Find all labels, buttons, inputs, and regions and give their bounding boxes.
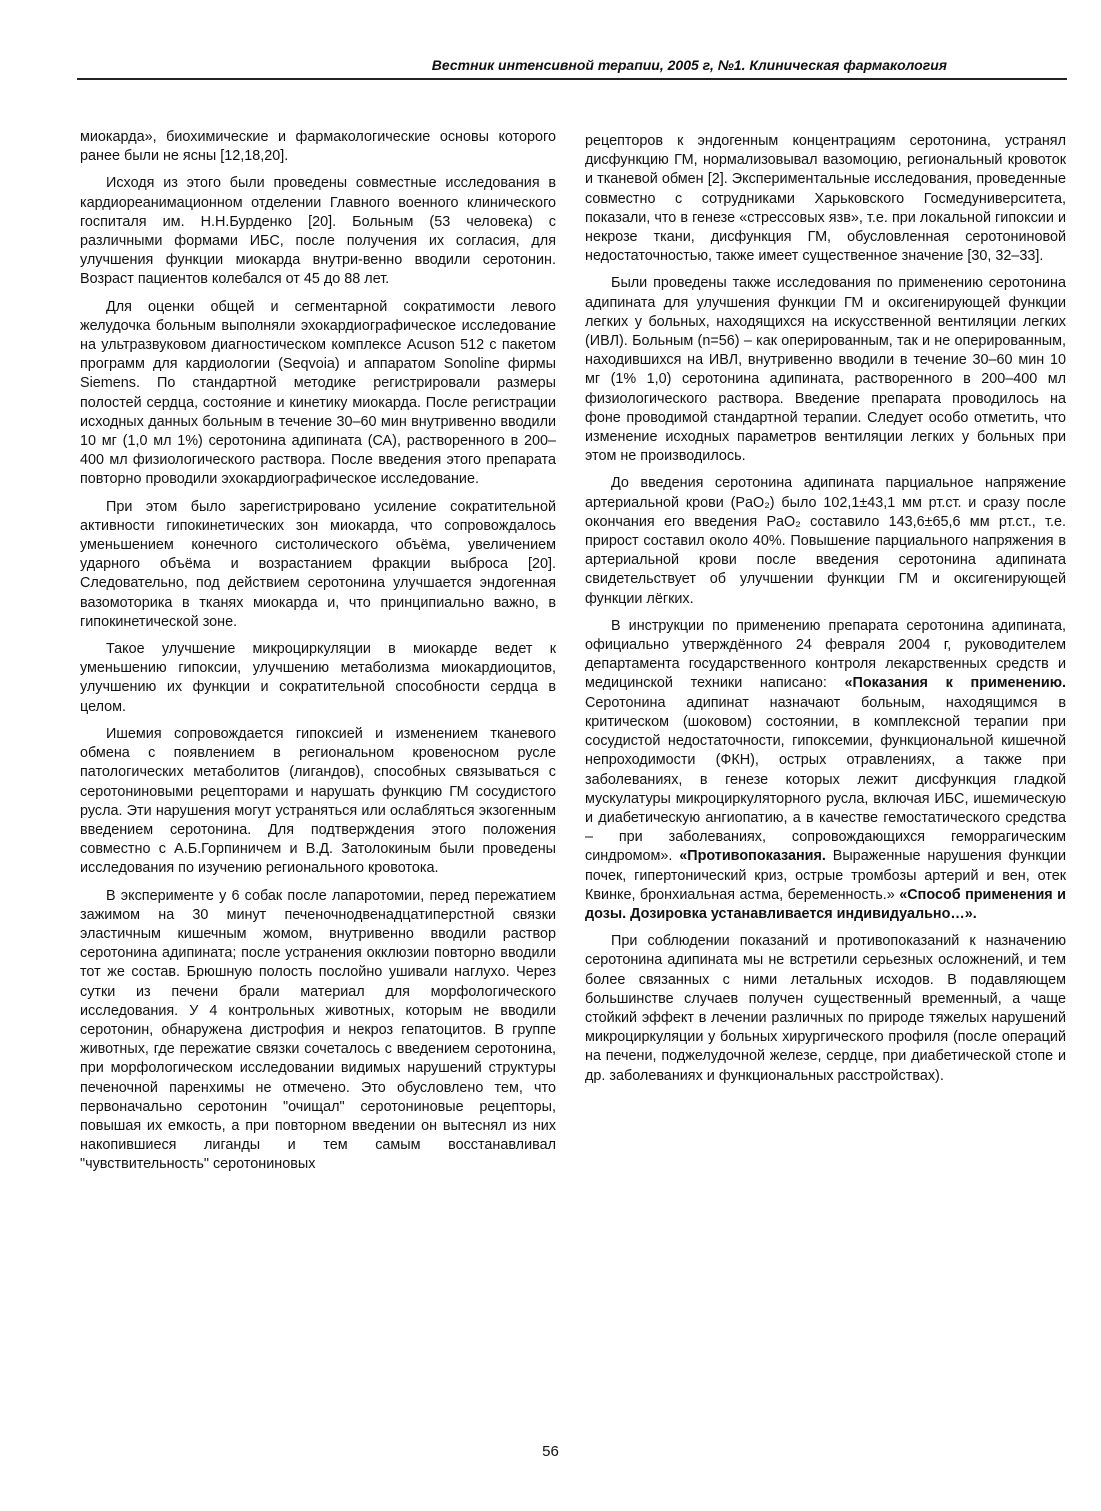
paragraph: рецепторов к эндогенным концентрациям серотонина, устранял дисфункцию ГМ, нормализовывал вазомоцию, региональный кровоток и тканевой обмен [2]. Экспериментальные исследования, проведенные совместно с сотрудниками Харьковского Госмедуниверситета, показали, что в генезе «стрессовых язв», т.е. при локальной гипоксии и некрозе ткани, дисфункция ГМ, обусловленная серотониновой недостаточностью, также имеет существенное значение [30, 32–33]. (585, 133, 1066, 265)
dosage-heading: «Способ применения и дозы. Дозировка устанавливается индивидуально…». (585, 886, 1066, 922)
paragraph: При этом было зарегистрировано усиление сократительной активности гипокинетических зон миокарда, что сопровождалось уменьшением конечного систолического объёма, увеличением ударного объёма и возрастанием фракции выброса [20]. Следовательно, под действием серотонина улучшается эндогенная вазомоторика в тканях миокарда и, что принципиально важно, в гипокинетической зоне. (80, 498, 556, 630)
instruction-text: Выраженные нарушения функции почек, гипертонический криз, острые тромбозы артерий и вен, отек Квинке, бронхиальная астма, беременность.» (585, 848, 1066, 903)
indications-heading: «Показания к применению. (844, 675, 1067, 692)
instruction-text: Серотонина адипинат назначают больным, находящимся в критическом (шоковом) состоянии, в комплексной терапии при сосудистой недостаточности, гипоксемии, функциональной кишечной непроходимости (ФКН), острых отравлениях, а также при заболеваниях, в генезе которых лежит дисфункция гладкой мускулатуры микроциркуляторного русла, включая ИБС, ишемическую и диабетическую ангиопатию, а в качестве гемостатического средства – при заболеваниях, сопровождающихся геморрагическим синдромом». (585, 694, 1066, 865)
paragraph: В эксперименте у 6 собак после лапаротомии, перед пережатием зажимом на 30 минут печеночнодвенадцатиперстной связки эластичным кишечным жомом, внутривенно вводили раствор серотонина адипината; после устранения окклюзии повторно вводили тот же состав. Брюшную полость послойно ушивали наглухо. Через сутки из печени брали материал для морфологического исследования. У 4 контрольных животных, которым не вводили серотонин, обнаружена дистрофия и некроз гепатоцитов. В группе животных, где пережатие связки сочеталось с введением серотонина, при морфологическом исследовании видимых нарушений структуры печеночной паренхимы не отмечено. Это обусловлено тем, что первоначально серотонин "очищал" серотониновые рецепторы, повышая их емкость, а при повторном введении он вытеснял из них накопившиеся лиганды и тем самым восстанавливал "чувствительность" серотониновых (80, 887, 556, 1173)
paragraph: Были проведены также исследования по применению серотонина адипината для улучшения функции ГМ и оксигенирующей функции легких у больных, находящихся на искусственной вентиляции легких (ИВЛ). Больным (n=56) – как оперированным, так и не оперированным, находившихся на ИВЛ, внутривенно вводили в течение 30–60 мин 10 мг (1% 1,0) серотонина адипината, растворенного в 200–400 мл физиологического раствора. Введение препарата проводилось на фоне проводимой стандартной терапии. Следует особо отметить, что изменение исходных параметров вентиляции легких у больных при этом не производилось. (585, 275, 1066, 465)
paragraph: До введения серотонина адипината парциальное напряжение артериальной крови (PaO₂) было 102,1±43,1 мм рт.ст. и сразу после окончания его введения PaO₂ составило 143,6±65,6 мм рт.ст., т.е. прирост составил около 40%. Повышение парциального напряжения в артериальной крови после введения серотонина адипината свидетельствует об улучшении функции ГМ и оксигенирующей функции лёгких. (585, 475, 1066, 607)
left-column (80, 128, 556, 1183)
paragraph: Для оценки общей и сегментарной сократимости левого желудочка больным выполняли эхокардиографическое исследование на ультразвуковом диагностическом комплексе Acuson 512 с пакетом программ для кардиологии (Seqvoia) и аппаратом Sonoline фирмы Siemens. По стандартной методике регистрировали размеры полостей сердца, состояние и кинетику миокарда. После регистрации исходных данных больным в течение 30–60 мин внутривенно вводили 10 мг (1,0 мл 1%) серотонина адипината (СА), растворенного в 200–400 мл физиологического раствора. После введения этого препарата повторно проводили эхокардиографическое исследование. (80, 298, 556, 488)
instruction-text: В инструкции по применению препарата серотонина адипината, официально утверждённого 24 февраля 2004 г, руководителем департамента государственного контроля лекарственных средств и медицинской техники написано: (585, 617, 1066, 692)
paragraph: Исходя из этого были проведены совместные исследования в кардиореанимационном отделении Главного военного клинического госпиталя им. Н.Н.Бурденко [20]. Больным (53 человека) с различными формами ИБС, после получения их согласия, для улучшения функции миокарда внутри-венно вводили серотонин. Возраст пациентов колебался от 45 до 88 лет. (80, 175, 556, 288)
paragraph: При соблюдении показаний и противопоказаний к назначению серотонина адипината мы не встретили серьезных осложнений, и тем более связанных с ними летальных исходов. В подавляющем большинстве случаев получен существенный временный, а чаще стойкий эффект в лечении различных по природе тяжелых нарушений микроциркуляции у больных хирургического профиля (после операций на печени, поджелудочной железе, сердце, при диабетической стопе и др. заболеваниях и функциональных расстройствах). (585, 933, 1066, 1084)
paragraph: Ишемия сопровождается гипоксией и изменением тканевого обмена с появлением в региональном кровеносном русле патологических метаболитов (лигандов), способных связываться с серотониновыми рецепторами и нарушать функцию ГМ сосудистого русла. Эти нарушения могут устраняться или ослабляться экзогенным введением серотонина. Для подтверждения этого положения совместно с А.Б.Горпиничем и В.Д. Затолокиным были проведены исследования по изучению регионального кровотока. (80, 725, 556, 877)
journal-header: Вестник интенсивной терапии, 2005 г, №1. Клиническая фармакология (77, 52, 1067, 80)
instruction-paragraph (585, 617, 1066, 924)
paragraph: миокарда», биохимические и фармакологические основы которого ранее были не ясны [12,18,20]. (80, 129, 556, 165)
paragraph: Такое улучшение микроциркуляции в миокарде ведет к уменьшению гипоксии, улучшению метаболизма миокардиоцитов, улучшению их функции и сократительной способности сердца в целом. (80, 641, 556, 715)
page-number: 56 (542, 1443, 559, 1460)
right-column (585, 132, 1066, 1094)
contraindications-heading: «Противопоказания. (679, 848, 826, 865)
